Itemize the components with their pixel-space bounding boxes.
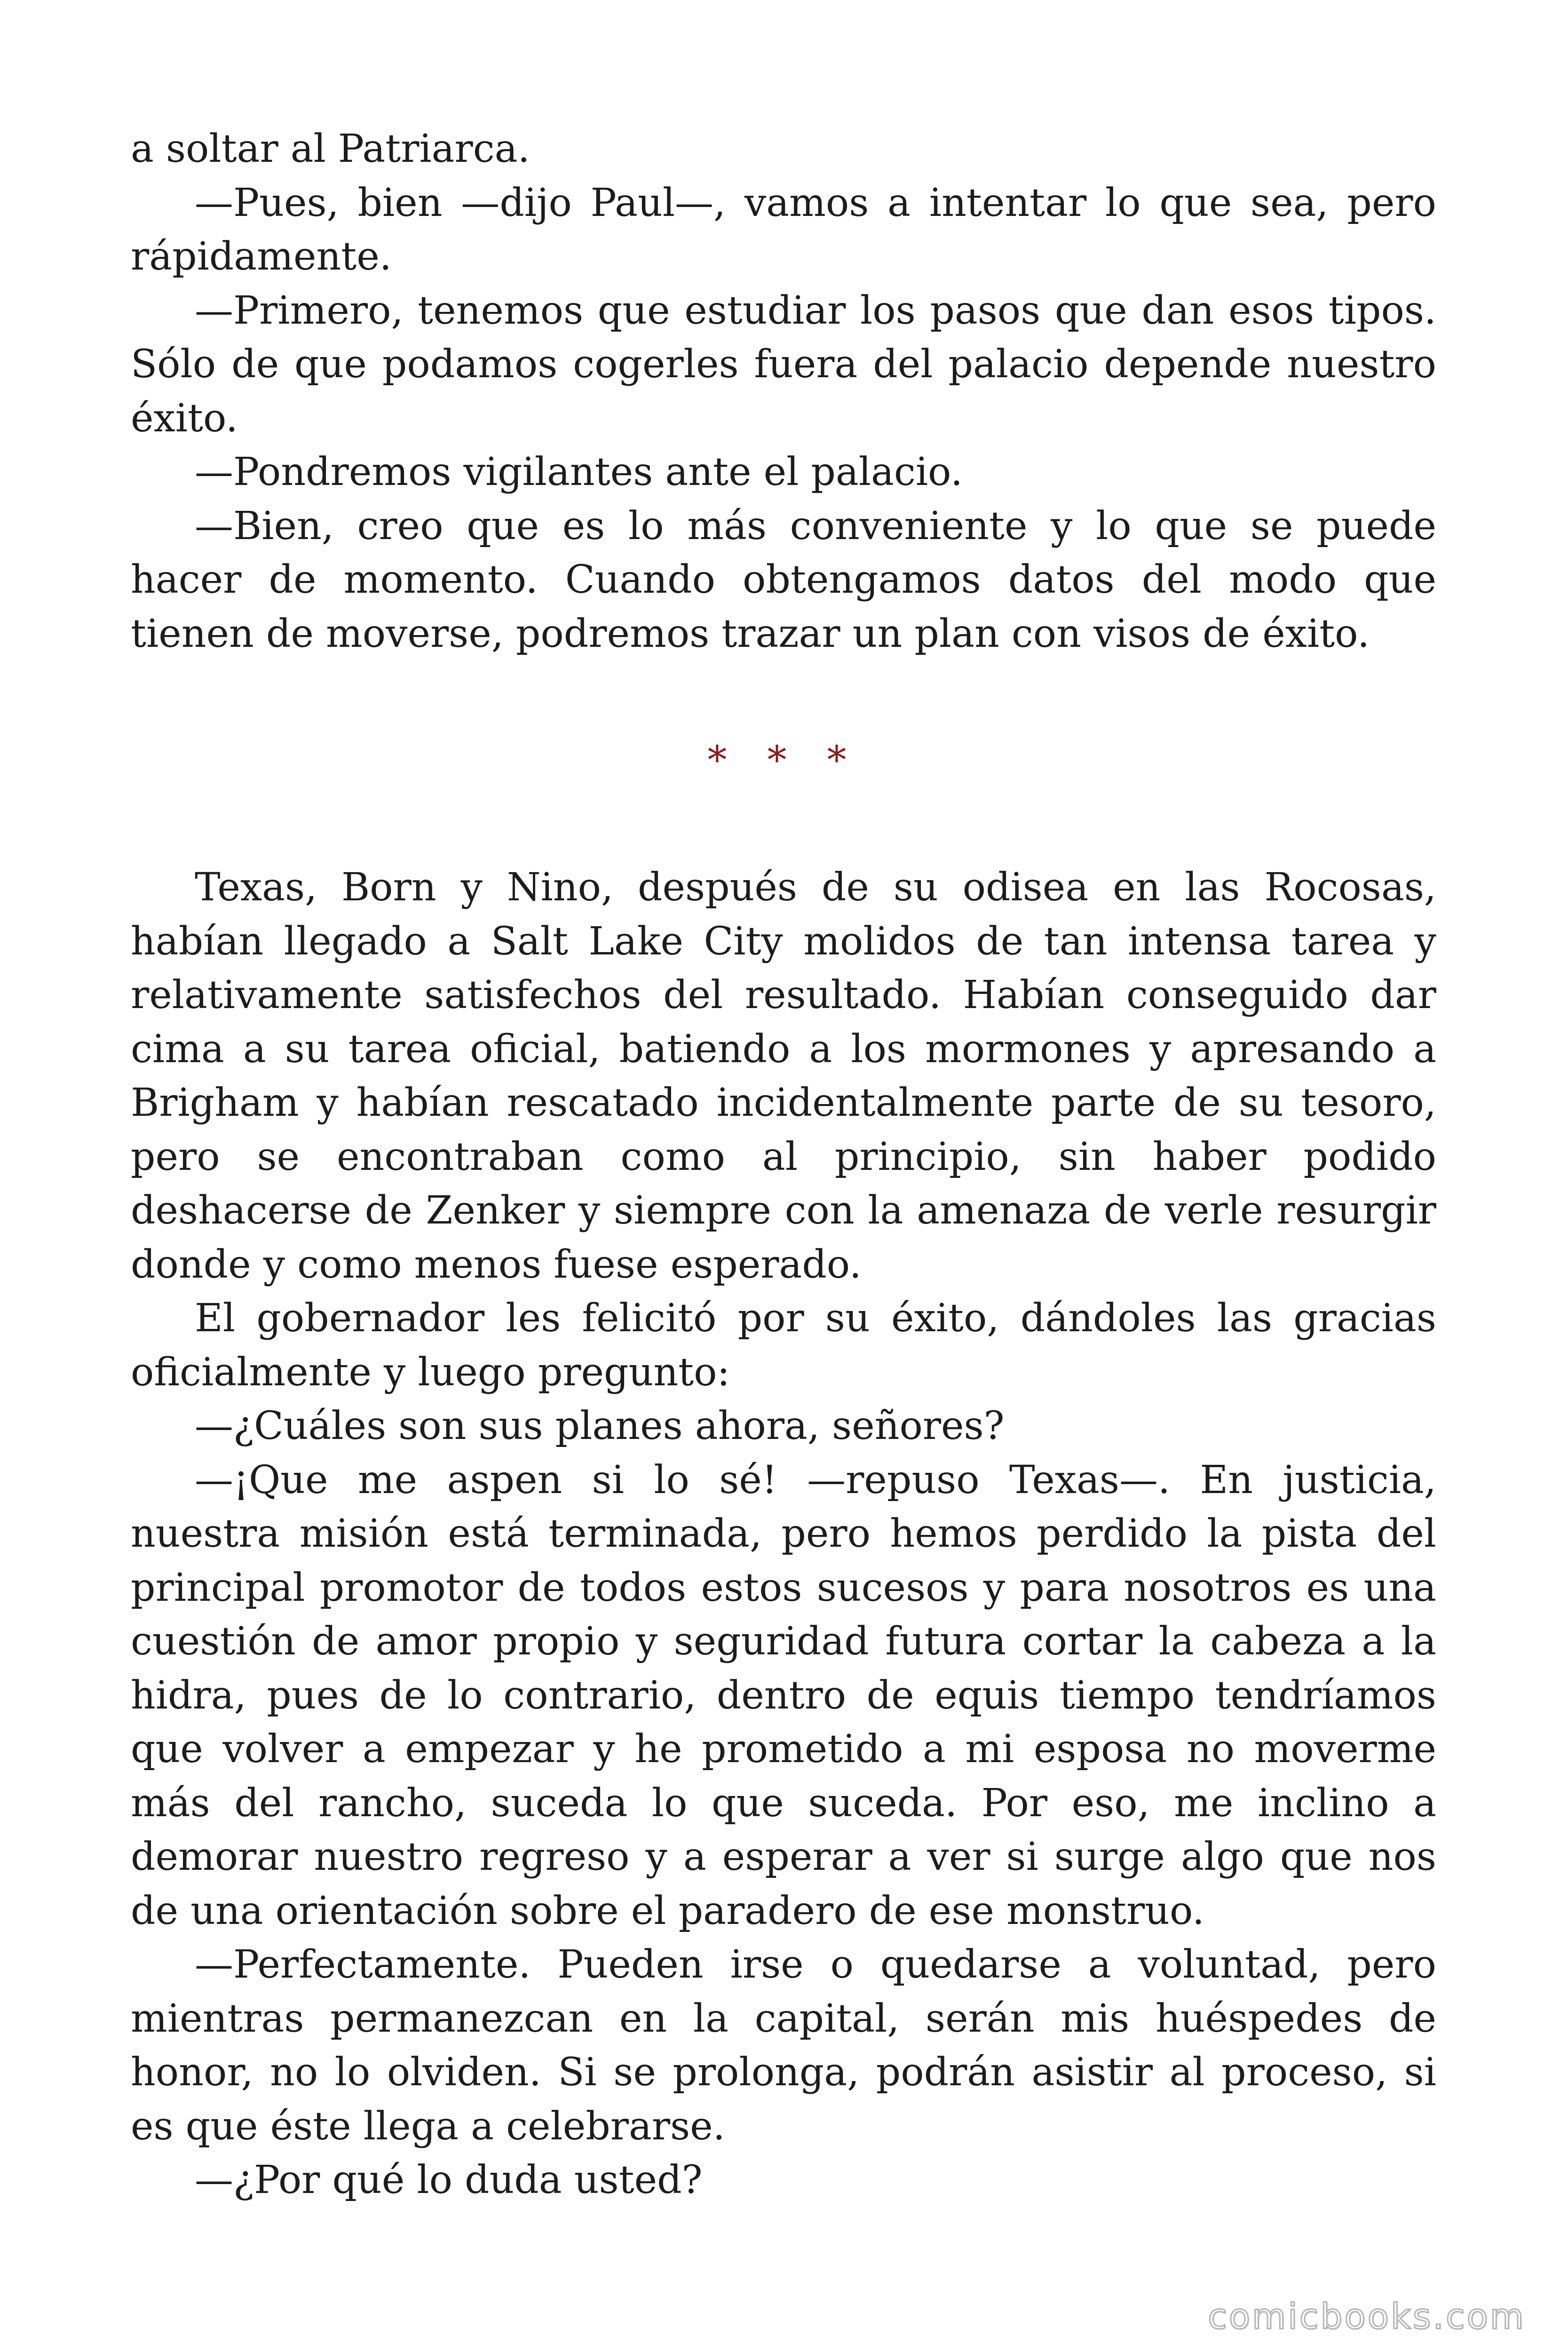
paragraph: —Pondremos vigilantes ante el palacio. — [195, 450, 963, 494]
paragraph: —Bien, creo que es lo más conveniente y lo que se puede hacer de momento. Cuando obtengamos datos del modo que tienen de moverse, podremos trazar un plan con visos de éxito. — [131, 503, 1436, 656]
paragraph: Texas, Born y Nino, después de su odisea en las Rocosas, habían llegado a Salt Lake City molidos de tan intensa tarea y relativamente satisfechos del resultado. Habían conseguido dar cima a su tarea oficial, batiendo a los mormones y apresando a Brigham y habían rescatado incidentalmente parte de su tesoro, pero se encontraban como al principio, sin haber podido deshacerse de Zenker y siempre con la amenaza de verle resurgir donde y como menos fuese esperado. — [131, 865, 1436, 1287]
paragraph: —¿Cuáles son sus planes ahora, señores? — [195, 1404, 1005, 1448]
text-section-top — [131, 122, 1436, 661]
paragraph: —¿Por qué lo duda usted? — [195, 2158, 703, 2202]
paragraph: El gobernador les felicitó por su éxito, dándoles las gracias oficialmente y luego pregunto: — [131, 1296, 1436, 1395]
paragraph: —Primero, tenemos que estudiar los pasos que dan esos tipos. Sólo de que podamos cogerles fuera del palacio depende nuestro éxito. — [131, 288, 1436, 441]
paragraph: a soltar al Patriarca. — [131, 127, 530, 171]
section-separator: * * * — [707, 738, 861, 783]
watermark: comicbooks.com — [1208, 2296, 1526, 2337]
paragraph: —Pues, bien —dijo Paul—, vamos a intentar lo que sea, pero rápidamente. — [131, 180, 1436, 279]
paragraph: —¡Que me aspen si lo sé! —repuso Texas—. En justicia, nuestra misión está terminada, pero hemos perdido la pista del principal promotor de todos estos sucesos y para nosotros es una cuestión de amor propio y seguridad futura cortar la cabeza a la hidra, pues de lo contrario, dentro de equis tiempo tendríamos que volver a empezar y he prometido a mi esposa no moverme más del rancho, suceda lo que suceda. Por eso, me inclino a demorar nuestro regreso y a esperar a ver si surge algo que nos de una orientación sobre el paradero de ese monstruo. — [131, 1457, 1436, 1933]
paragraph: —Perfectamente. Pueden irse o quedarse a voluntad, pero mientras permanezcan en la capital, serán mis huéspedes de honor, no lo olviden. Si se prolonga, podrán asistir al proceso, si es que éste llega a celebrarse. — [131, 1942, 1436, 2149]
text-section-bottom — [131, 861, 1436, 2208]
